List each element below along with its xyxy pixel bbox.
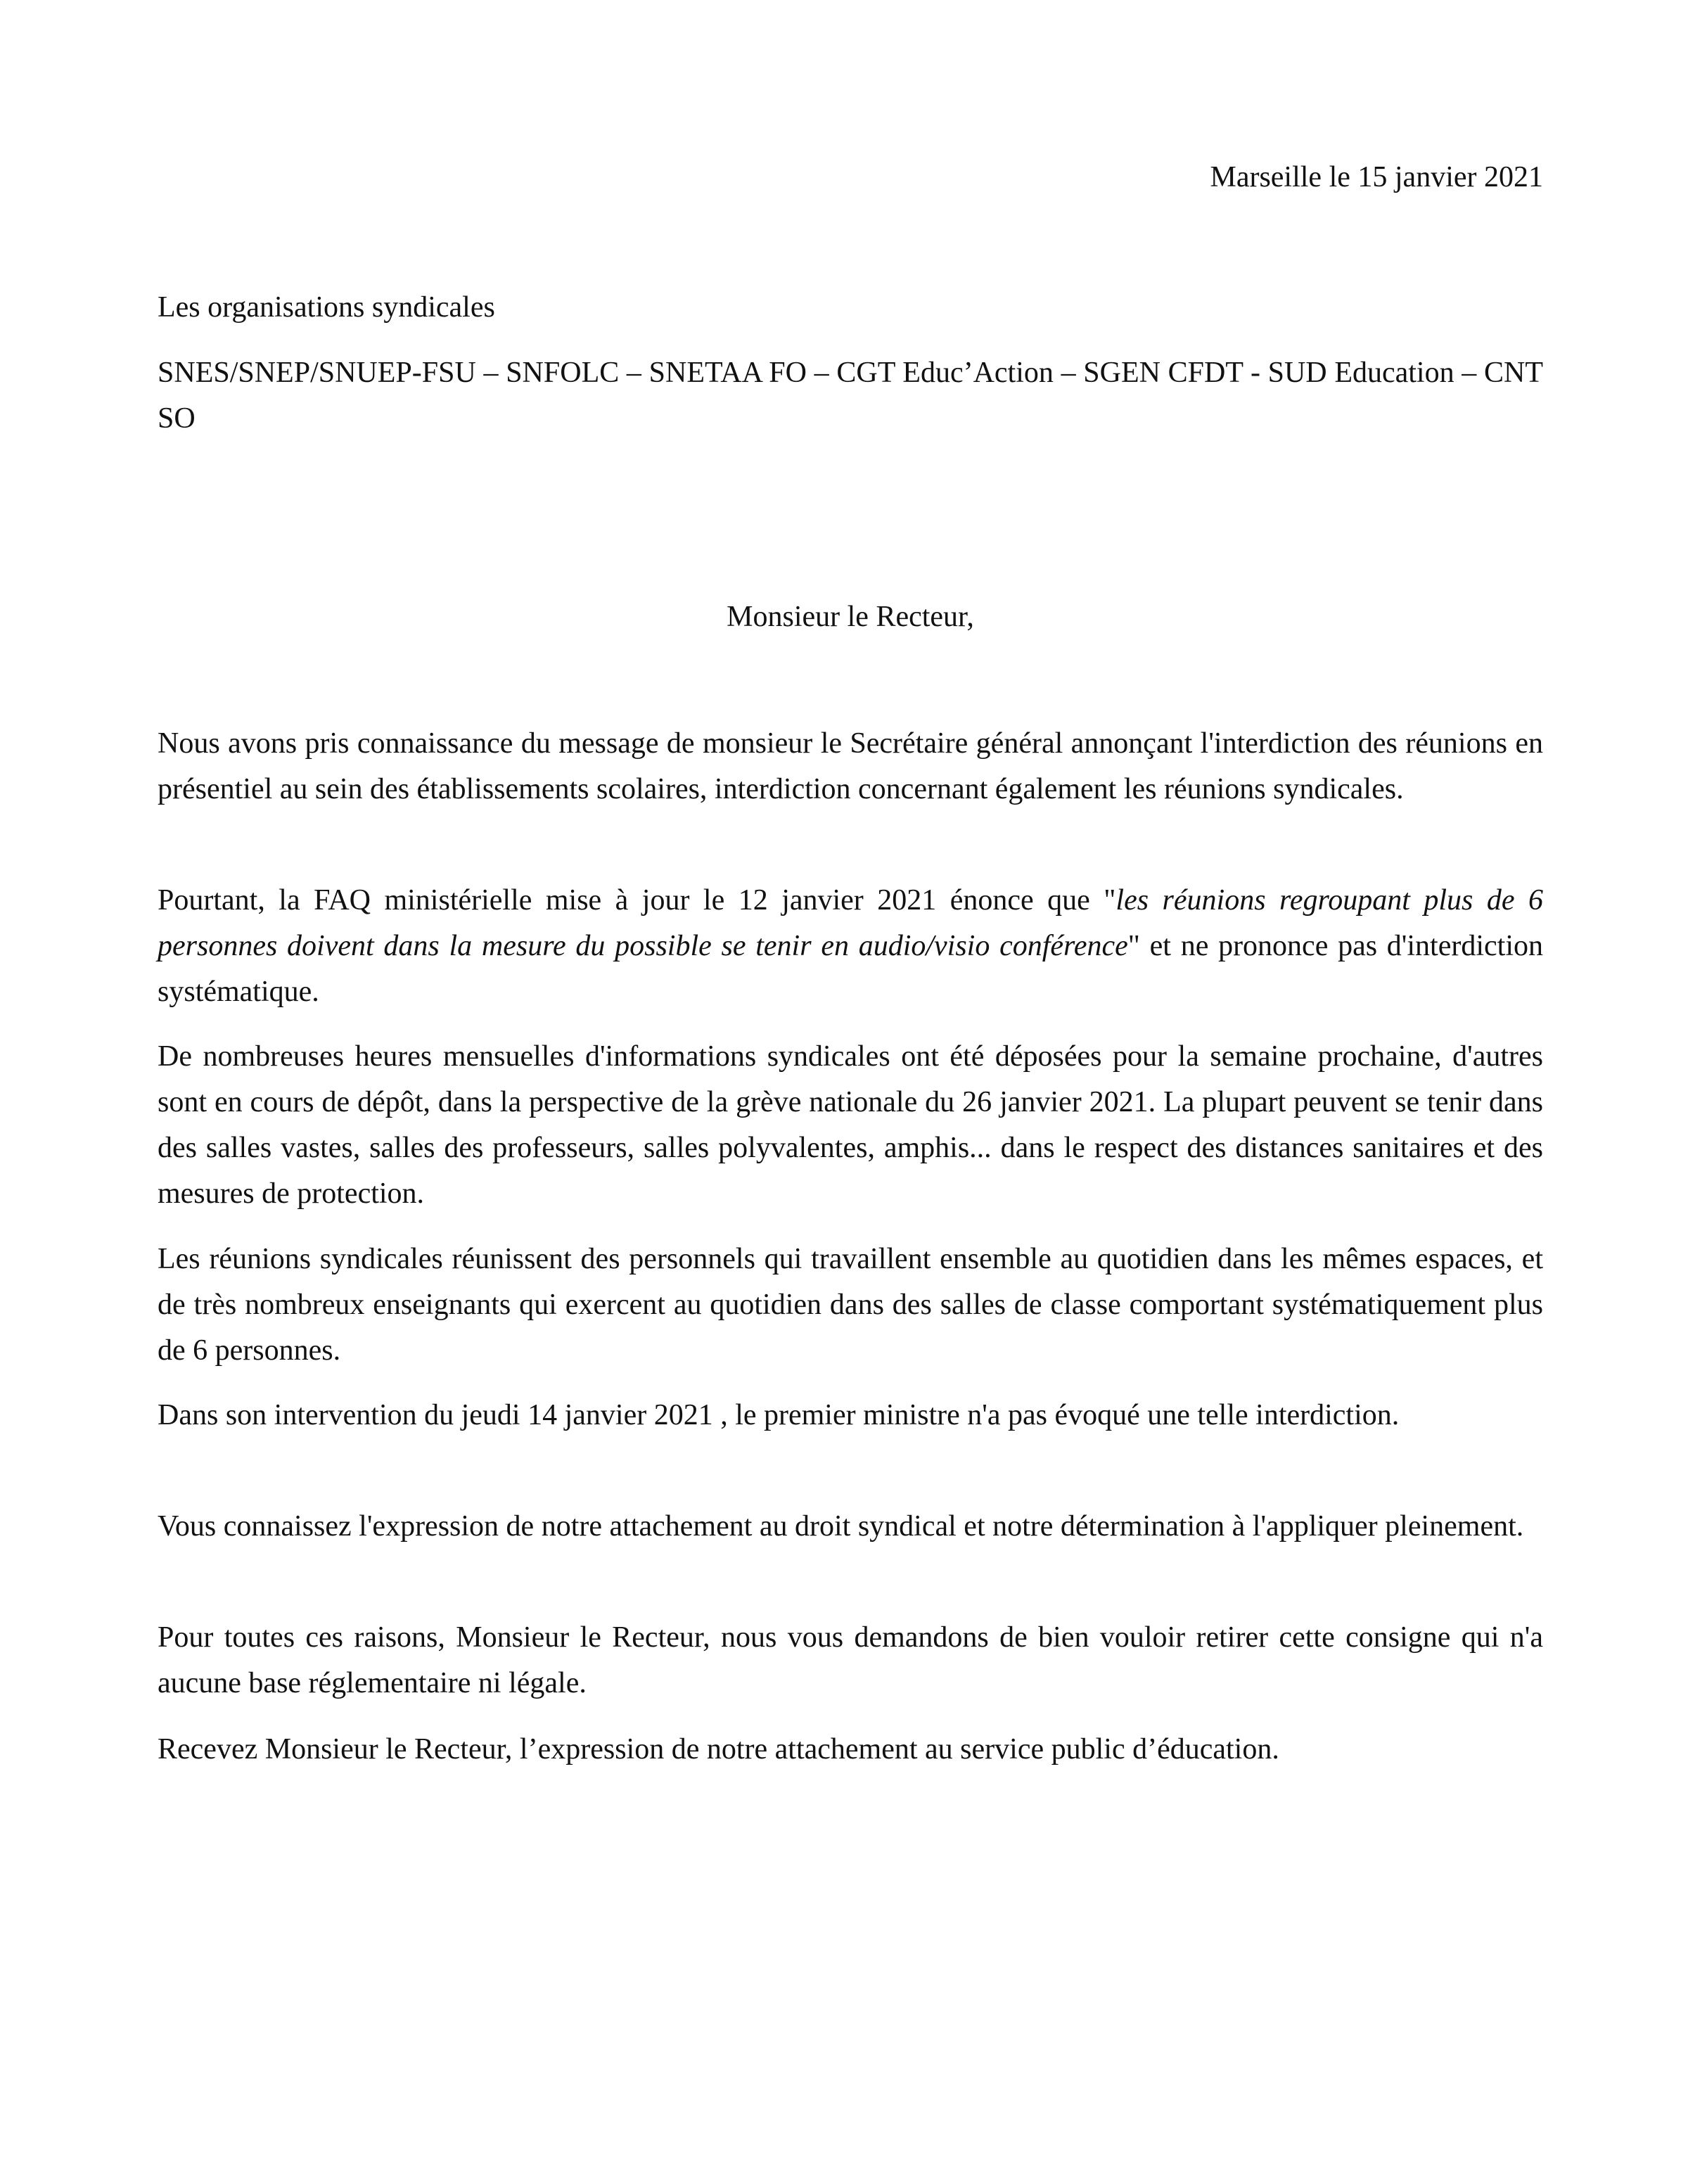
faq-quote: les réunions regroupant plus de 6 personnes doivent dans la mesure du possible se tenir en audio/visio conférence xyxy=(158,884,1543,962)
senders-list: SNES/SNEP/SNUEP-FSU – SNFOLC – SNETAA FO – CGT Educ’Action – SGEN CFDT - SUD Education – CNT SO xyxy=(158,357,1543,435)
paragraph-information-hours: De nombreuses heures mensuelles d'informations syndicales ont été déposées pour la semaine prochaine, d'autres sont en cours de dépôt, dans la perspective de la grève nationale du 26 janvier 2021. La plupart peuvent se tenir dans des salles vastes, salles des professeurs, salles polyvalentes, amphis... dans le respect des distances sanitaires et des mesures de protection. xyxy=(158,1040,1543,1210)
senders-title: Les organisations syndicales xyxy=(158,291,495,324)
paragraph-meetings: Les réunions syndicales réunissent des personnels qui travaillent ensemble au quotidien dans les mêmes espaces, et de très nombreux enseignants qui exercent au quotidien dans des salles de classe comportant systématiquement plus de 6 personnes. xyxy=(158,1243,1543,1367)
salutation: Monsieur le Recteur, xyxy=(727,601,974,633)
faq-text-after: " et ne prononce pas d'interdiction systématique. xyxy=(158,930,1543,1008)
closing-formula: Recevez Monsieur le Recteur, l’expression de notre attachement au service public d’éducation. xyxy=(158,1733,1279,1765)
faq-text-before: Pourtant, la FAQ ministérielle mise à jour le 12 janvier 2021 énonce que " xyxy=(158,884,1116,917)
paragraph-union-rights: Vous connaissez l'expression de notre attachement au droit syndical et notre détermination à l'appliquer pleinement. xyxy=(158,1510,1524,1543)
paragraph-interdiction-notice: Nous avons pris connaissance du message de monsieur le Secrétaire général annonçant l'interdiction des réunions en présentiel au sein des établissements scolaires, interdiction concernant également les réunions syndicales. xyxy=(158,727,1543,805)
paragraph-prime-minister: Dans son intervention du jeudi 14 janvier 2021 , le premier ministre n'a pas évoqué une telle interdiction. xyxy=(158,1399,1400,1431)
place-date: Marseille le 15 janvier 2021 xyxy=(1210,161,1543,193)
paragraph-faq xyxy=(158,878,1543,1015)
paragraph-request: Pour toutes ces raisons, Monsieur le Recteur, nous vous demandons de bien vouloir retirer cette consigne qui n'a aucune base réglementaire ni légale. xyxy=(158,1621,1543,1699)
